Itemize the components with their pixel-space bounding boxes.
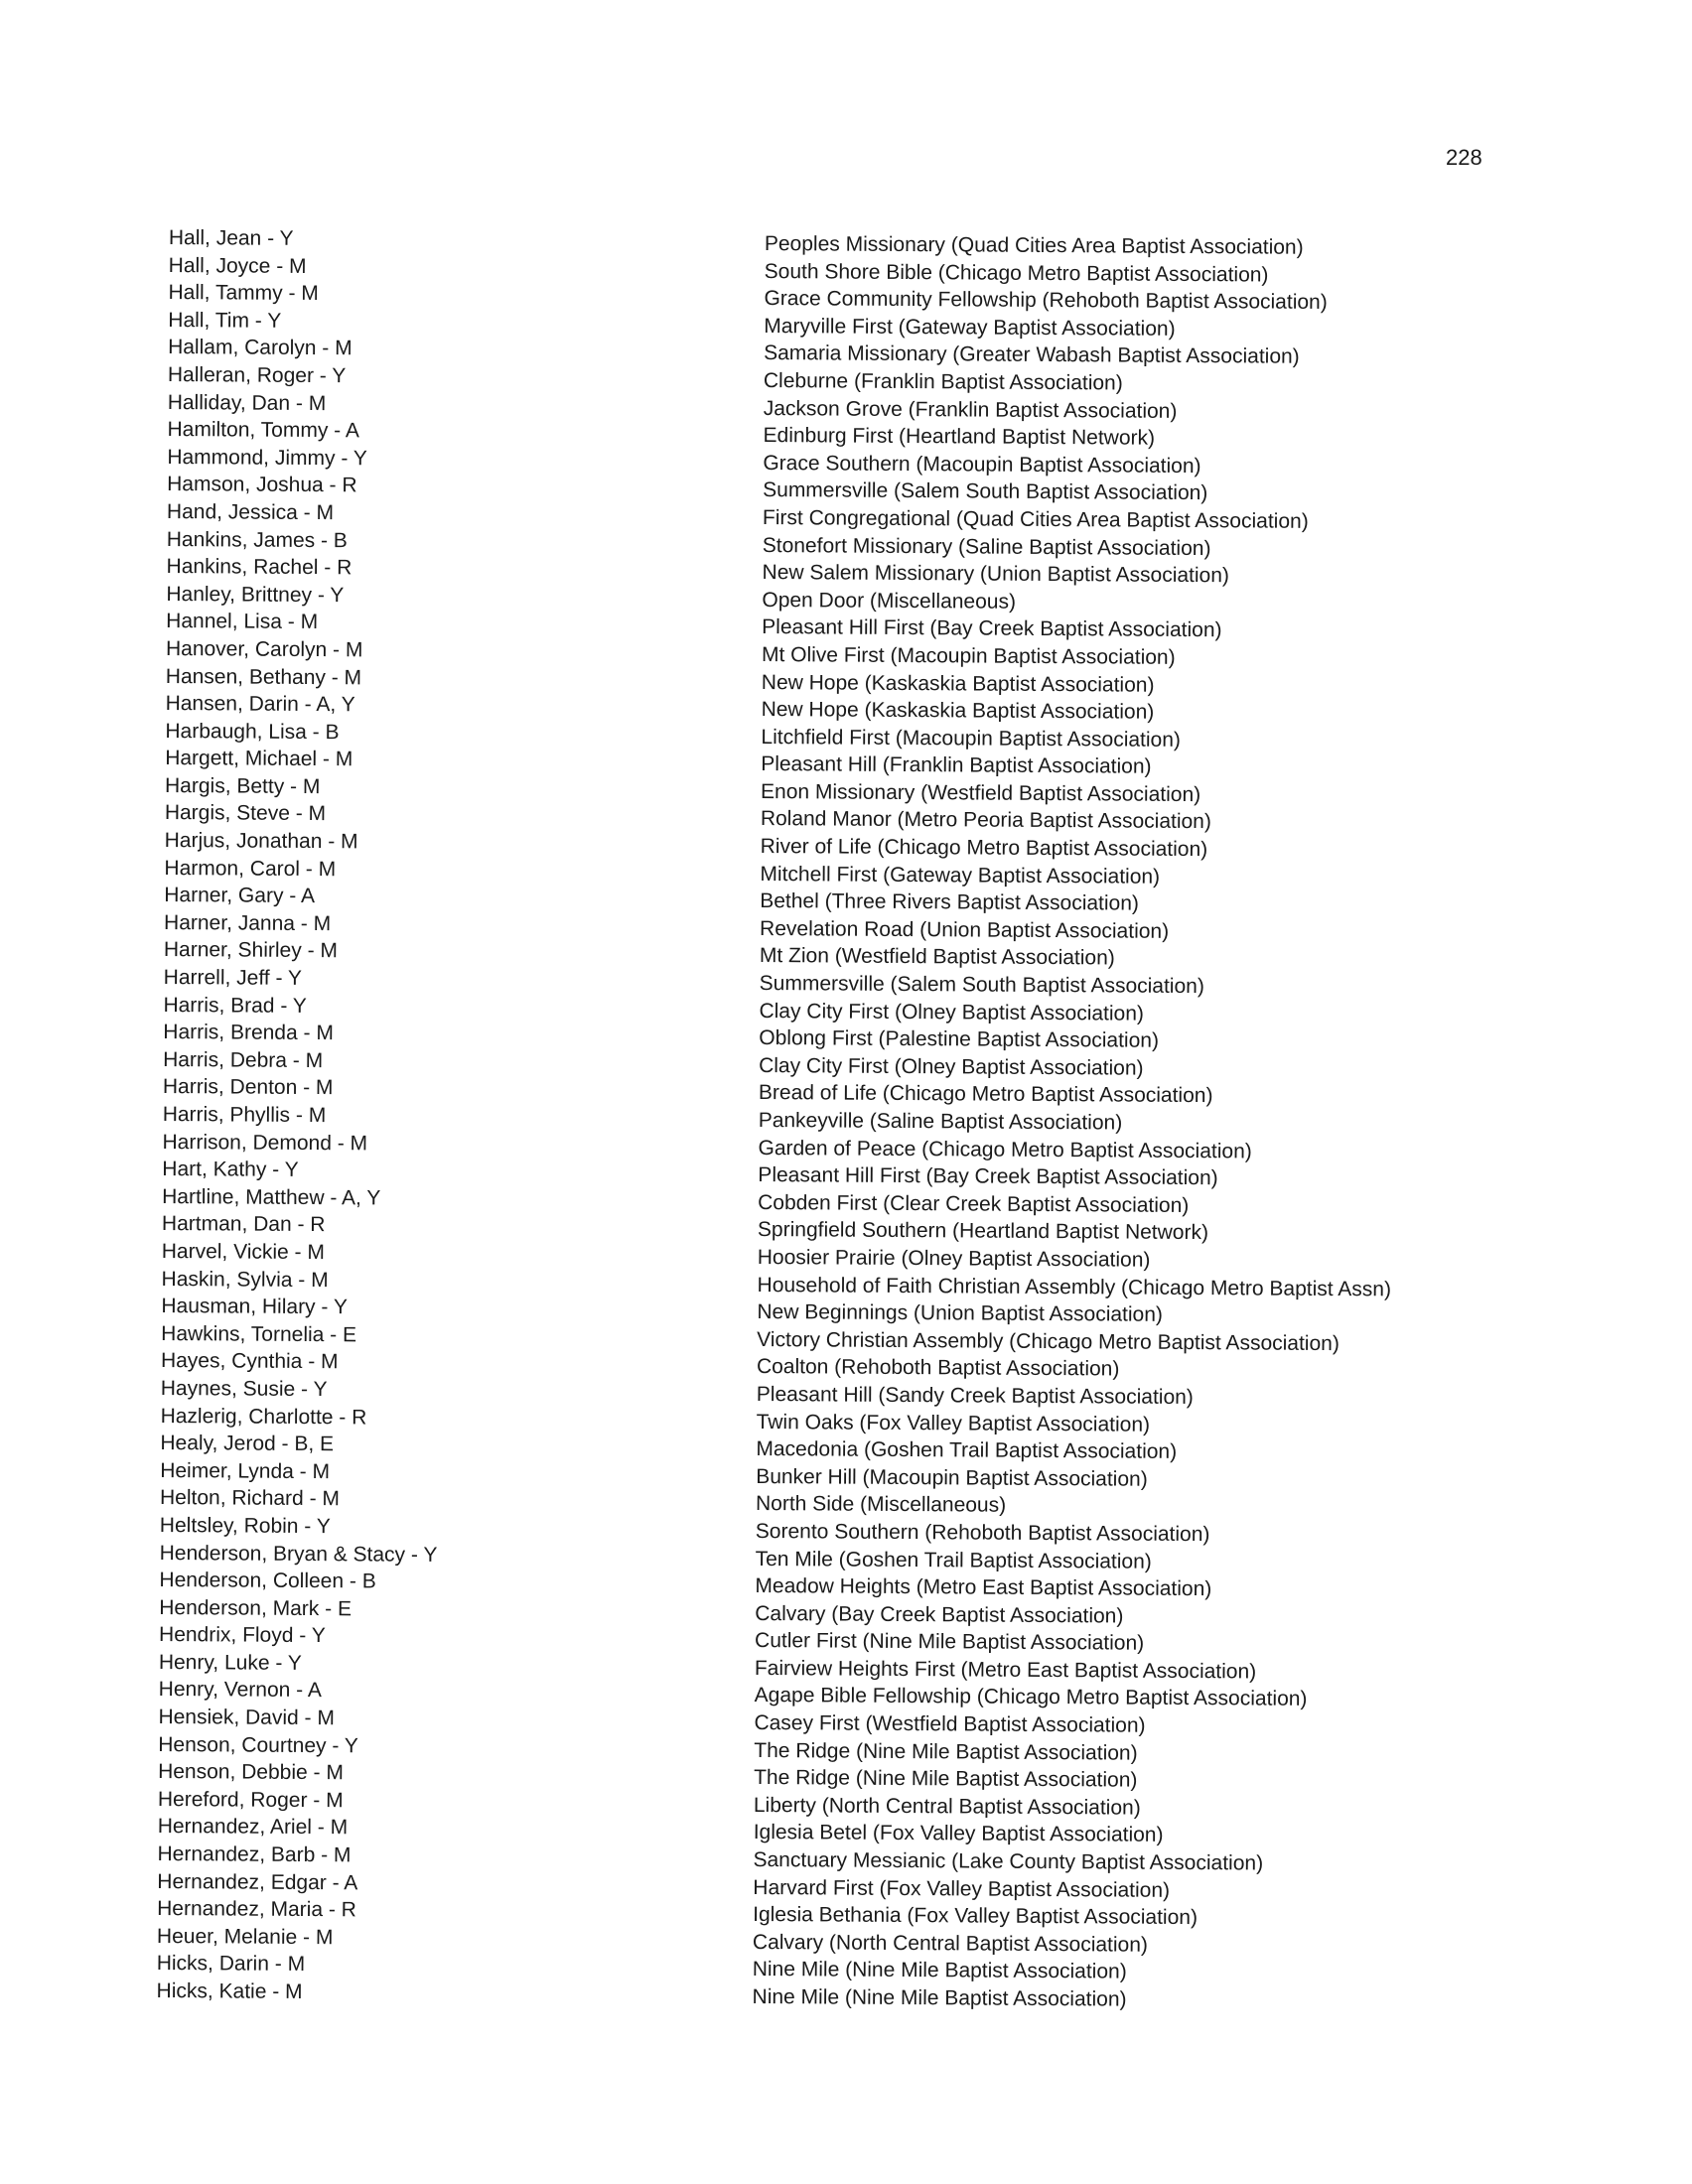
church-entry: Litchfield First (Macoupin Baptist Association) xyxy=(761,725,1182,751)
member-name: Heltsley, Robin - Y xyxy=(159,1513,331,1539)
member-name: Harjus, Jonathan - M xyxy=(164,829,358,854)
member-name: Haskin, Sylvia - M xyxy=(161,1267,329,1292)
church-entry: Harvard First (Fox Valley Baptist Association) xyxy=(753,1875,1171,1902)
member-name: Hernandez, Edgar - A xyxy=(157,1869,358,1894)
church-entry: Fairview Heights First (Metro East Baptist Association) xyxy=(754,1656,1257,1684)
member-name: Heuer, Melanie - M xyxy=(156,1924,334,1950)
church-entry: Liberty (North Central Baptist Association) xyxy=(753,1793,1141,1820)
member-name: Hallam, Carolyn - M xyxy=(168,336,352,360)
member-name: Hernandez, Ariel - M xyxy=(157,1815,349,1840)
church-entry: Calvary (Bay Creek Baptist Association) xyxy=(755,1601,1124,1628)
church-entry: Mt Zion (Westfield Baptist Association) xyxy=(759,944,1115,970)
church-entry: Grace Community Fellowship (Rehoboth Baptist Association) xyxy=(764,287,1328,315)
member-name: Hereford, Roger - M xyxy=(157,1787,344,1813)
member-name: Hansen, Bethany - M xyxy=(165,664,362,689)
church-entry: Enon Missionary (Westfield Baptist Association) xyxy=(760,779,1201,806)
member-name: Hankins, Rachel - R xyxy=(166,555,352,580)
member-name: Harrell, Jeff - Y xyxy=(163,966,303,990)
church-entry: Iglesia Betel (Fox Valley Baptist Association) xyxy=(753,1821,1164,1847)
church-entry: Agape Bible Fellowship (Chicago Metro Baptist Association) xyxy=(754,1684,1308,1711)
church-entry: Clay City First (Olney Baptist Association) xyxy=(759,999,1145,1025)
church-entry: Summersville (Salem South Baptist Association) xyxy=(763,478,1208,505)
member-name: Harris, Brad - Y xyxy=(163,993,307,1018)
member-name: Henderson, Mark - E xyxy=(159,1595,352,1621)
member-name: Henry, Luke - Y xyxy=(158,1650,302,1675)
member-name: Harrison, Demond - M xyxy=(162,1130,368,1156)
member-name: Hankins, James - B xyxy=(166,527,348,552)
church-entry: Springfield Southern (Heartland Baptist Network) xyxy=(757,1218,1209,1245)
member-name: Hargis, Steve - M xyxy=(164,801,327,826)
member-name: Hartman, Dan - R xyxy=(161,1212,326,1237)
member-name: Harris, Debra - M xyxy=(163,1047,324,1072)
church-entry: Peoples Missionary (Quad Cities Area Baptist Association) xyxy=(764,231,1304,259)
church-entry: Ten Mile (Goshen Trail Baptist Association) xyxy=(755,1547,1152,1573)
member-name: Hargis, Betty - M xyxy=(164,773,321,798)
church-entry: Twin Oaks (Fox Valley Baptist Association) xyxy=(756,1410,1151,1436)
church-entry: The Ridge (Nine Mile Baptist Association) xyxy=(754,1738,1138,1765)
church-entry: Jackson Grove (Franklin Baptist Association) xyxy=(763,396,1178,423)
church-entry: Garden of Peace (Chicago Metro Baptist Association) xyxy=(758,1136,1252,1163)
church-entry: Coalton (Rehoboth Baptist Association) xyxy=(756,1355,1120,1381)
member-name: Henderson, Colleen - B xyxy=(159,1569,376,1593)
church-entry: Cutler First (Nine Mile Baptist Association) xyxy=(755,1629,1145,1655)
member-name: Hand, Jessica - M xyxy=(166,499,335,525)
member-name: Harris, Denton - M xyxy=(162,1075,334,1100)
church-entry: Mitchell First (Gateway Baptist Association) xyxy=(760,862,1161,888)
member-name: Harmon, Carol - M xyxy=(164,856,337,881)
member-name: Haynes, Susie - Y xyxy=(160,1376,328,1402)
member-name: Hausman, Hilary - Y xyxy=(161,1295,348,1319)
church-entry: Pleasant Hill First (Bay Creek Baptist Association) xyxy=(762,615,1222,642)
member-name: Harris, Brenda - M xyxy=(163,1021,334,1045)
church-entry: Maryville First (Gateway Baptist Association) xyxy=(764,314,1176,341)
church-entry: Grace Southern (Macoupin Baptist Association) xyxy=(763,451,1201,478)
church-entry: River of Life (Chicago Metro Baptist Association) xyxy=(760,835,1208,862)
church-entry: New Hope (Kaskaskia Baptist Association) xyxy=(761,670,1155,697)
names-column xyxy=(156,224,685,2008)
member-name: Hall, Tim - Y xyxy=(168,308,282,333)
church-entry: Samaria Missionary (Greater Wabash Baptist Association) xyxy=(764,341,1300,369)
member-name: Hall, Tammy - M xyxy=(168,281,319,306)
page-number: 228 xyxy=(1446,145,1482,170)
member-name: Hicks, Katie - M xyxy=(156,1979,303,2003)
church-entry: Oblong First (Palestine Baptist Association) xyxy=(759,1026,1160,1053)
church-entry: New Hope (Kaskaskia Baptist Association) xyxy=(761,698,1155,724)
member-name: Helton, Richard - M xyxy=(159,1486,341,1511)
church-entry: Bunker Hill (Macoupin Baptist Association) xyxy=(756,1464,1148,1491)
church-entry: Hoosier Prairie (Olney Baptist Association) xyxy=(757,1245,1151,1272)
member-name: Halleran, Roger - Y xyxy=(167,362,347,388)
church-entry: South Shore Bible (Chicago Metro Baptist Association) xyxy=(764,259,1269,287)
member-name: Harvel, Vickie - M xyxy=(161,1239,326,1265)
member-name: Hamilton, Tommy - A xyxy=(167,418,359,443)
church-entry: Stonefort Missionary (Saline Baptist Association) xyxy=(762,533,1211,560)
member-name: Hayes, Cynthia - M xyxy=(160,1349,339,1374)
member-name: Hall, Jean - Y xyxy=(168,225,294,250)
church-entry: Edinburg First (Heartland Baptist Network) xyxy=(763,424,1156,450)
church-entry: Sorento Southern (Rehoboth Baptist Association) xyxy=(755,1519,1210,1547)
member-name: Healy, Jerod - B, E xyxy=(160,1432,335,1456)
member-name: Hawkins, Tornelia - E xyxy=(161,1321,357,1347)
church-entry: Meadow Heights (Metro East Baptist Association) xyxy=(755,1574,1212,1601)
churches-column xyxy=(752,230,1657,2017)
member-name: Hicks, Darin - M xyxy=(156,1952,306,1977)
member-name: Halliday, Dan - M xyxy=(167,390,327,415)
member-name: Harris, Phyllis - M xyxy=(162,1102,327,1128)
member-name: Henson, Courtney - Y xyxy=(158,1732,358,1758)
church-entry: Open Door (Miscellaneous) xyxy=(762,588,1017,614)
church-entry: Clay City First (Olney Baptist Association) xyxy=(759,1053,1144,1080)
member-name: Harner, Janna - M xyxy=(164,910,332,935)
church-entry: First Congregational (Quad Cities Area Baptist Association) xyxy=(762,505,1309,533)
member-name: Hensiek, David - M xyxy=(158,1706,335,1730)
church-entry: Mt Olive First (Macoupin Baptist Association) xyxy=(761,642,1176,669)
member-name: Hart, Kathy - Y xyxy=(162,1158,299,1182)
member-name: Hammond, Jimmy - Y xyxy=(167,445,367,471)
church-entry: Revelation Road (Union Baptist Association) xyxy=(760,916,1170,943)
church-entry: North Side (Miscellaneous) xyxy=(755,1492,1007,1518)
church-entry: Bethel (Three Rivers Baptist Association) xyxy=(760,889,1140,915)
member-name: Hanover, Carolyn - M xyxy=(165,636,363,662)
church-entry: Macedonia (Goshen Trail Baptist Association) xyxy=(756,1437,1178,1464)
church-entry: Sanctuary Messianic (Lake County Baptist Association) xyxy=(753,1847,1264,1875)
church-entry: Nine Mile (Nine Mile Baptist Association) xyxy=(752,1958,1127,1983)
church-entry: Cobden First (Clear Creek Baptist Association) xyxy=(758,1190,1190,1217)
church-entry: Roland Manor (Metro Peoria Baptist Association) xyxy=(760,807,1211,834)
member-name: Harner, Gary - A xyxy=(164,884,316,908)
member-name: Hannel, Lisa - M xyxy=(166,610,319,634)
church-entry: Pleasant Hill (Sandy Creek Baptist Association) xyxy=(756,1382,1194,1409)
church-entry: Summersville (Salem South Baptist Association) xyxy=(759,972,1204,999)
member-name: Henderson, Bryan & Stacy - Y xyxy=(159,1541,438,1567)
church-entry: The Ridge (Nine Mile Baptist Association) xyxy=(754,1766,1138,1792)
church-entry: Pleasant Hill (Franklin Baptist Association) xyxy=(761,752,1152,779)
member-name: Hendrix, Floyd - Y xyxy=(159,1623,326,1648)
church-entry: Calvary (North Central Baptist Association) xyxy=(752,1930,1149,1957)
member-name: Hall, Joyce - M xyxy=(168,253,307,278)
church-entry: Victory Christian Assembly (Chicago Metro Baptist Association) xyxy=(757,1327,1340,1355)
member-name: Hartline, Matthew - A, Y xyxy=(162,1184,381,1210)
church-entry: Nine Mile (Nine Mile Baptist Association) xyxy=(752,1984,1127,2011)
member-name: Hansen, Darin - A, Y xyxy=(165,692,355,717)
member-name: Harbaugh, Lisa - B xyxy=(165,719,340,744)
member-name: Hernandez, Maria - R xyxy=(157,1897,356,1922)
church-entry: Household of Faith Christian Assembly (Chicago Metro Baptist Assn) xyxy=(757,1273,1392,1300)
member-name: Hazlerig, Charlotte - R xyxy=(160,1404,367,1429)
church-entry: New Beginnings (Union Baptist Association) xyxy=(757,1300,1164,1326)
church-entry: Pankeyville (Saline Baptist Association) xyxy=(758,1108,1123,1135)
member-name: Henson, Debbie - M xyxy=(158,1760,344,1785)
member-name: Heimer, Lynda - M xyxy=(160,1458,331,1483)
church-entry: Bread of Life (Chicago Metro Baptist Association) xyxy=(758,1081,1213,1108)
church-entry: New Salem Missionary (Union Baptist Association) xyxy=(762,561,1230,588)
church-entry: Iglesia Bethania (Fox Valley Baptist Association) xyxy=(753,1903,1198,1930)
church-entry: Cleburne (Franklin Baptist Association) xyxy=(763,368,1123,395)
member-name: Hamson, Joshua - R xyxy=(167,473,357,497)
member-name: Henry, Vernon - A xyxy=(158,1678,322,1703)
member-name: Hernandez, Barb - M xyxy=(157,1842,352,1867)
member-name: Hargett, Michael - M xyxy=(165,747,353,771)
church-entry: Pleasant Hill First (Bay Creek Baptist Association) xyxy=(758,1163,1218,1190)
church-entry: Casey First (Westfield Baptist Association) xyxy=(754,1711,1146,1737)
member-name: Harner, Shirley - M xyxy=(163,938,339,963)
member-name: Hanley, Brittney - Y xyxy=(166,582,345,607)
